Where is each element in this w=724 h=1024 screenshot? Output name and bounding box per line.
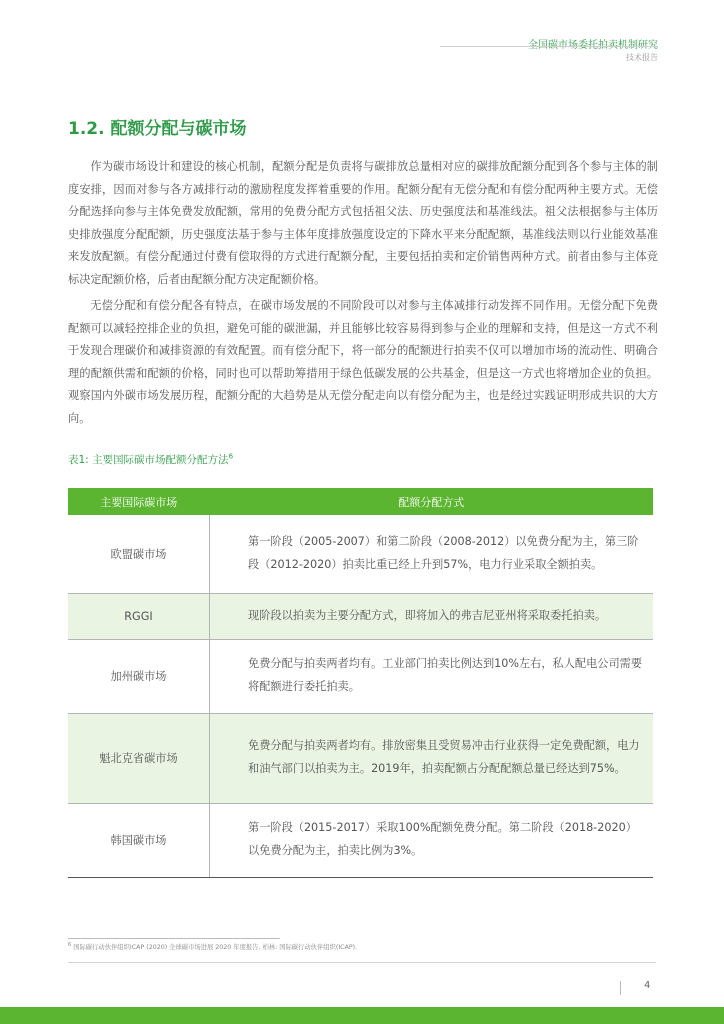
cell-method: 现阶段以拍卖为主要分配方式，即将加入的弗吉尼亚州将采取委托拍卖。 — [210, 593, 654, 639]
footnote-divider — [68, 938, 280, 939]
footnote-ref[interactable]: 6 — [228, 452, 234, 461]
table-header-row — [68, 488, 653, 515]
page-number: 4 — [644, 980, 651, 991]
cell-market: 加州碳市场 — [68, 639, 210, 713]
footer-divider — [68, 962, 656, 963]
report-title — [528, 36, 658, 51]
cell-method: 免费分配与拍卖两者均有。工业部门拍卖比例达到10%左右，私人配电公司需要将配额进行委托拍卖。 — [210, 639, 654, 713]
header-method: 配额分配方式 — [210, 488, 654, 515]
cell-market: RGGI — [68, 593, 210, 639]
table-caption — [68, 452, 233, 467]
cell-market: 欧盟碳市场 — [68, 515, 210, 593]
footnote-mark: 6 — [68, 942, 72, 948]
cell-method: 第一阶段（2015-2017）采取100%配额免费分配。第二阶段（2018-2020）以免费分配为主，拍卖比例为3%。 — [210, 803, 654, 877]
table-row — [68, 713, 653, 803]
allocation-table — [68, 488, 653, 878]
table-row — [68, 803, 653, 877]
footer-color-band — [0, 1007, 724, 1024]
cell-method: 第一阶段（2005-2007）和第二阶段（2008-2012）以免费分配为主，第三阶段（2012-2020）拍卖比重已经上升到57%，电力行业采取全额拍卖。 — [210, 515, 654, 593]
paragraph-1: 作为碳市场设计和建设的核心机制，配额分配是负责将与碳排放总量相对应的碳排放配额分配到各个参与主体的制度安排，因而对参与各方减排行动的激励程度发挥着重要的作用。配额分配有无偿分配和有偿分配两种主要方式。无偿分配选择向参与主体免费发放配额，常用的免费分配方式包括祖父法、历史强度法和基准线法。祖父法根据参与主体历史排放强度分配配额，历史强度法基于参与主体年度排放强度设定的下降水平来分配配额，基准线法则以行业能效基准来发放配额。有偿分配通过付费有偿取得的方式进行配额分配，主要包括拍卖和定价销售两种方式。前者由参与主体竞标决定配额价格，后者由配额分配方决定配额价格。 — [68, 160, 658, 286]
cell-market: 韩国碳市场 — [68, 803, 210, 877]
cell-method: 免费分配与拍卖两者均有。排放密集且受贸易冲击行业获得一定免费配额，电力和油气部门以拍卖为主。2019年，拍卖配额占分配配额总量已经达到75%。 — [210, 713, 654, 803]
footnote — [68, 942, 357, 951]
paragraph-2: 无偿分配和有偿分配各有特点，在碳市场发展的不同阶段可以对参与主体减排行动发挥不同作用。无偿分配下免费配额可以减轻控排企业的负担，避免可能的碳泄漏，并且能够比较容易得到参与企业的理解和支持，但是这一方式不利于发现合理碳价和减排资源的有效配置。而有偿分配下，将一部分的配额进行拍卖不仅可以增加市场的流动性、明确合理的配额供需和配额的价格，同时也可以帮助筹措用于绿色低碳发展的公共基金，但是这一方式也将增加企业的负担。观察国内外碳市场发展历程，配额分配的大趋势是从无偿分配走向以有偿分配为主，也是经过实践证明形成共识的大方向。 — [68, 299, 658, 425]
table-row — [68, 639, 653, 713]
footnote-text: 国际碳行动伙伴组织ICAP (2020) 全球碳市场进展 2020 年度报告. 柏林: 国际碳行动伙伴组织(ICAP). — [73, 944, 358, 952]
header-divider — [440, 46, 658, 47]
report-subtitle: 技术报告 — [626, 53, 658, 62]
table-caption-text: 表1: 主要国际碳市场配额分配方法 — [68, 454, 229, 466]
table-row — [68, 593, 653, 639]
table-row — [68, 515, 653, 593]
section-title: 1.2. 配额分配与碳市场 — [68, 119, 247, 139]
page-number-divider — [620, 981, 621, 995]
cell-market: 魁北克省碳市场 — [68, 713, 210, 803]
header-market: 主要国际碳市场 — [68, 488, 210, 515]
